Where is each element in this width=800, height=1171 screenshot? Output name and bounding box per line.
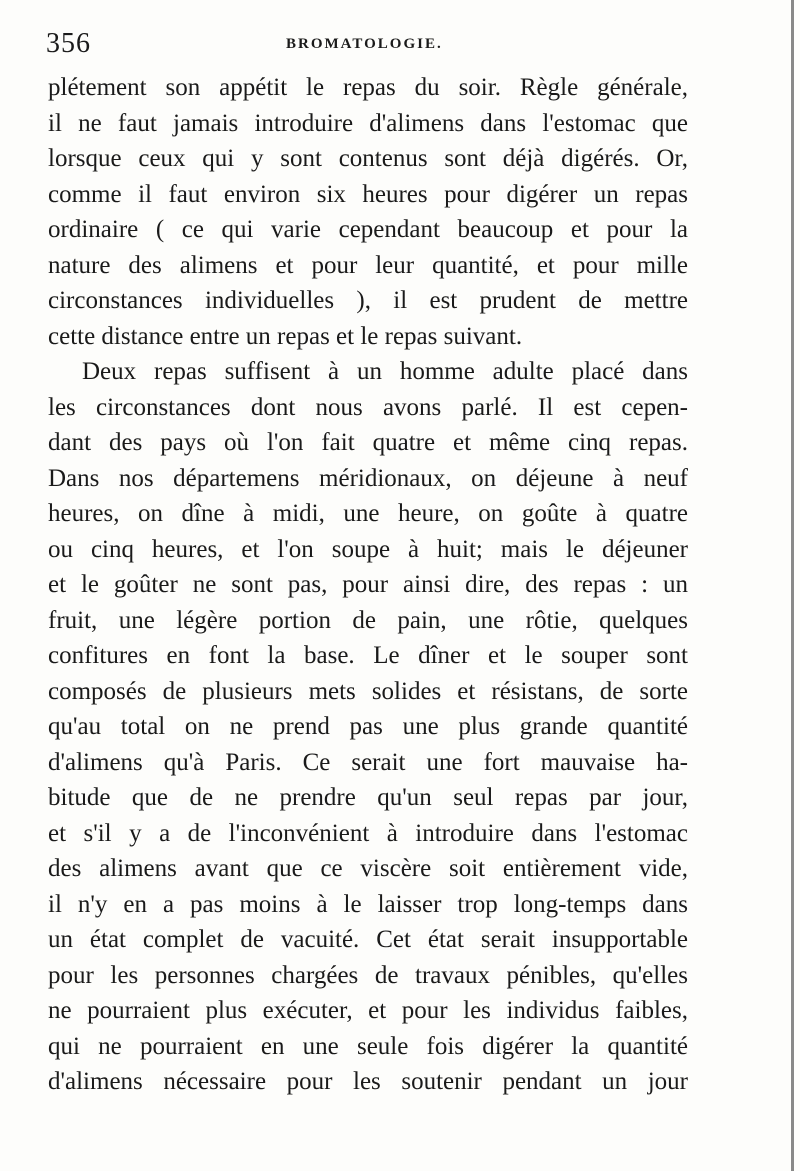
text-line: lorsque ceux qui y sont contenus sont déjà digérés. Or, [48,145,688,172]
paragraph [48,70,688,354]
text-line: qui ne pourraient en une seule fois digérer la quantité [48,1032,688,1060]
text-line: pour les personnes chargées de travaux pénibles, qu'elles [48,961,688,989]
text-line: un état complet de vacuité. Cet état serait insupportable [48,926,688,953]
text-line: cette distance entre un repas et le repas suivant. [48,322,523,350]
running-title: BROMATOLOGIE. [286,36,443,52]
body-text [48,70,688,1100]
text-line: il ne faut jamais introduire d'alimens dans l'estomac que [48,109,688,137]
text-line: Deux repas suffisent à un homme adulte placé dans [82,358,688,385]
paragraph [48,354,688,1100]
text-line: confitures en font la base. Le dîner et le souper sont [48,642,688,669]
text-line: bitude que de ne prendre qu'un seul repas par jour, [48,784,688,811]
text-line: les circonstances dont nous avons parlé. Il est cepen- [48,393,688,421]
running-head [46,28,686,64]
text-line: fruit, une légère portion de pain, une rôtie, quelques [48,606,688,634]
text-line: d'alimens qu'à Paris. Ce serait une fort mauvaise ha- [48,748,688,776]
text-line: circonstances individuelles ), il est prudent de mettre [48,287,688,314]
text-line: comme il faut environ six heures pour digérer un repas [48,180,688,208]
text-line: il n'y en a pas moins à le laisser trop long-temps dans [48,890,688,918]
text-line: et s'il y a de l'inconvénient à introduire dans l'estomac [48,819,688,847]
text-line: plétement son appétit le repas du soir. Règle générale, [48,74,688,101]
text-line: ordinaire ( ce qui varie cependant beaucoup et pour la [48,216,688,243]
text-line: ou cinq heures, et l'on soupe à huit; mais le déjeuner [48,535,688,563]
text-line: nature des alimens et pour leur quantité, et pour mille [48,251,688,279]
text-line: composés de plusieurs mets solides et résistans, de sorte [48,677,688,705]
text-line: qu'au total on ne prend pas une plus grande quantité [48,713,688,740]
text-line: et le goûter ne sont pas, pour ainsi dire, des repas : un [48,571,688,598]
text-line: des alimens avant que ce viscère soit entièrement vide, [48,855,688,882]
page-number: 356 [46,28,91,59]
page-edge [791,0,794,1171]
text-line: heures, on dîne à midi, une heure, on goûte à quatre [48,500,688,527]
text-line: d'alimens nécessaire pour les soutenir pendant un jour [48,1068,688,1095]
text-line: dant des pays où l'on fait quatre et même cinq repas. [48,429,688,456]
text-line: ne pourraient plus exécuter, et pour les individus faibles, [48,997,688,1024]
text-line: Dans nos départemens méridionaux, on déjeune à neuf [48,464,688,492]
